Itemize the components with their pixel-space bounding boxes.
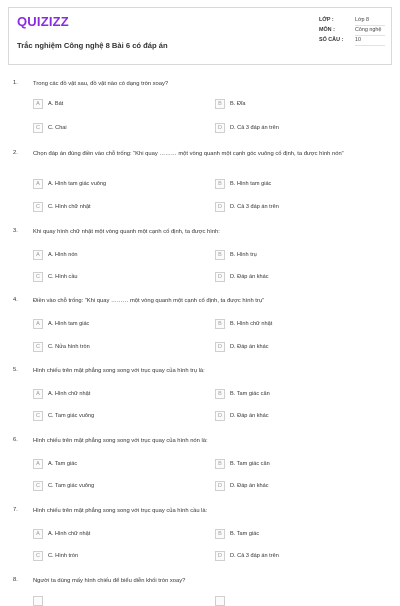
option-text: B. Đĩa [230, 100, 246, 107]
option-letter-box: B [215, 179, 225, 189]
option-b-partial[interactable] [215, 595, 390, 606]
question-number: 6. [13, 437, 18, 443]
option-letter-box: C [33, 481, 43, 491]
option-letter-box: C [33, 411, 43, 421]
option-d[interactable] [215, 271, 390, 282]
option-letter-box: A [33, 529, 43, 539]
option-letter-box: B [215, 250, 225, 260]
option-text: B. Hình tam giác [230, 180, 272, 187]
option-a[interactable] [33, 98, 208, 109]
option-letter-box: D [215, 481, 225, 491]
option-b[interactable] [215, 318, 390, 329]
meta-row-class [319, 16, 385, 26]
option-d[interactable] [215, 201, 390, 212]
option-text: D. Cả 3 đáp án trên [230, 552, 279, 559]
option-letter-box: A [33, 250, 43, 260]
option-letter-box: B [215, 459, 225, 469]
option-text: A. Hình chữ nhật [48, 390, 91, 397]
question-text: Điền vào chỗ trống: “Khi quay ……… một vòng quanh một cạnh cố định, ta được hình trụ” [33, 298, 264, 304]
option-c[interactable] [33, 341, 208, 352]
question-text: Trong các đồ vật sau, đồ vật nào có dạng tròn xoay? [33, 81, 169, 87]
option-text: C. Chai [48, 124, 67, 131]
question-text: Hình chiếu trên mặt phẳng song song với trục quay của hình trụ là: [33, 368, 205, 374]
option-letter-box: D [215, 342, 225, 352]
option-letter-box: D [215, 272, 225, 282]
option-letter-box [33, 596, 43, 606]
option-letter-box: D [215, 411, 225, 421]
option-letter-box: B [215, 529, 225, 539]
question-number: 3. [13, 228, 18, 234]
option-text: D. Cả 3 đáp án trên [230, 124, 279, 131]
quiz-header [8, 7, 392, 65]
question-text: Khi quay hình chữ nhật một vòng quanh một cạnh cố định, ta được hình: [33, 229, 220, 235]
option-b[interactable] [215, 178, 390, 189]
meta-value: Lớp 8 [355, 16, 385, 26]
option-a[interactable] [33, 318, 208, 329]
meta-key: LỚP : [319, 17, 334, 23]
option-text: C. Hình tròn [48, 552, 79, 559]
option-text: C. Nửa hình tròn [48, 343, 90, 350]
option-text: C. Tam giác vuông [48, 412, 95, 419]
option-text: A. Bát [48, 100, 64, 107]
option-letter-box: D [215, 202, 225, 212]
question-number: 8. [13, 577, 18, 583]
option-letter-box: C [33, 342, 43, 352]
question-text: Hình chiếu trên mặt phẳng song song với trục quay của hình nón là: [33, 438, 208, 444]
quizizz-logo: QUIZIZZ [17, 14, 69, 29]
option-text: A. Hình tam giác vuông [48, 180, 107, 187]
option-a[interactable] [33, 528, 208, 539]
option-letter-box: A [33, 389, 43, 399]
option-b[interactable] [215, 249, 390, 260]
option-letter-box: D [215, 123, 225, 133]
option-text: B. Tam giác [230, 530, 260, 537]
question-number: 5. [13, 367, 18, 373]
meta-key: MÔN : [319, 27, 335, 33]
option-text: A. Hình tam giác [48, 320, 90, 327]
question-text: Người ta dùng mấy hình chiếu để biểu diễn khối tròn xoay? [33, 578, 186, 584]
option-d[interactable] [215, 122, 390, 133]
question-number: 4. [13, 297, 18, 303]
meta-value: Công nghệ [355, 26, 385, 36]
question-number: 1. [13, 80, 18, 86]
question-number: 2. [13, 150, 18, 156]
option-letter-box: A [33, 319, 43, 329]
option-d[interactable] [215, 480, 390, 491]
option-letter-box: A [33, 179, 43, 189]
meta-value: 10 [355, 36, 385, 46]
option-d[interactable] [215, 341, 390, 352]
option-letter-box: A [33, 99, 43, 109]
quiz-title: Trắc nghiệm Công nghệ 8 Bài 6 có đáp án [17, 41, 168, 50]
option-c[interactable] [33, 410, 208, 421]
option-b[interactable] [215, 458, 390, 469]
option-text: C. Hình cầu [48, 273, 78, 280]
option-text: B. Hình trụ [230, 251, 257, 258]
option-c[interactable] [33, 271, 208, 282]
meta-key: SỐ CÂU : [319, 37, 344, 43]
option-text: D. Đáp án khác [230, 482, 269, 489]
question-text: Hình chiếu trên mặt phẳng song song với trục quay của hình cầu là: [33, 508, 208, 514]
option-a[interactable] [33, 388, 208, 399]
question-text: Chọn đáp án đúng điền vào chỗ trống: “Khi quay ……… một vòng quanh một cạnh góc vuông cố định, ta được hình nón” [33, 151, 344, 157]
option-text: D. Cả 3 đáp án trên [230, 203, 279, 210]
meta-row-count [319, 36, 385, 46]
option-c[interactable] [33, 122, 208, 133]
option-c[interactable] [33, 201, 208, 212]
option-letter-box [215, 596, 225, 606]
option-d[interactable] [215, 550, 390, 561]
option-a[interactable] [33, 178, 208, 189]
option-text: A. Tam giác [48, 460, 78, 467]
option-letter-box: B [215, 99, 225, 109]
option-text: D. Đáp án khác [230, 273, 269, 280]
option-text: A. Hình nón [48, 251, 78, 258]
option-letter-box: A [33, 459, 43, 469]
quiz-meta [319, 16, 385, 46]
option-a-partial[interactable] [33, 595, 208, 606]
option-b[interactable] [215, 388, 390, 399]
option-letter-box: C [33, 551, 43, 561]
option-text: D. Đáp án khác [230, 412, 269, 419]
option-letter-box: B [215, 389, 225, 399]
option-letter-box: B [215, 319, 225, 329]
option-c[interactable] [33, 550, 208, 561]
option-a[interactable] [33, 458, 208, 469]
option-text: D. Đáp án khác [230, 343, 269, 350]
meta-row-subject [319, 26, 385, 36]
option-a[interactable] [33, 249, 208, 260]
option-letter-box: C [33, 272, 43, 282]
option-text: A. Hình chữ nhật [48, 530, 91, 537]
option-text: B. Hình chữ nhật [230, 320, 273, 327]
option-c[interactable] [33, 480, 208, 491]
option-letter-box: C [33, 123, 43, 133]
option-text: B. Tam giác cân [230, 390, 270, 397]
option-text: C. Hình chữ nhật [48, 203, 91, 210]
option-text: C. Tam giác vuông [48, 482, 95, 489]
question-number: 7. [13, 507, 18, 513]
option-text: B. Tam giác cân [230, 460, 270, 467]
option-d[interactable] [215, 410, 390, 421]
option-letter-box: D [215, 551, 225, 561]
option-b[interactable] [215, 528, 390, 539]
option-b[interactable] [215, 98, 390, 109]
option-letter-box: C [33, 202, 43, 212]
